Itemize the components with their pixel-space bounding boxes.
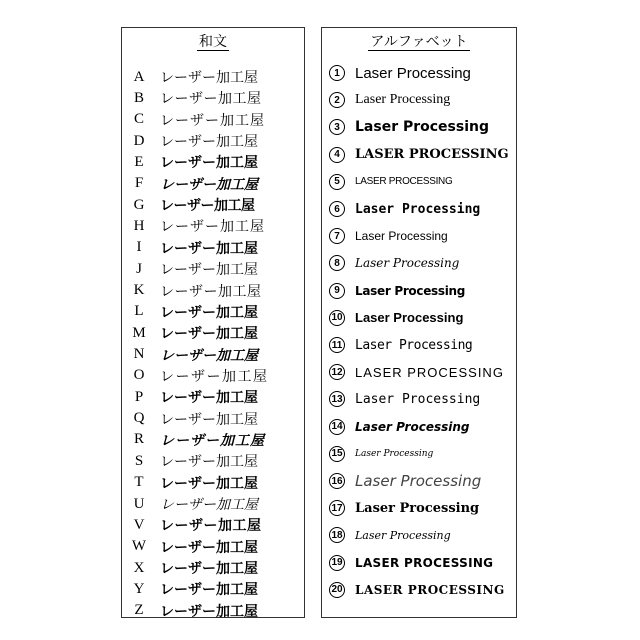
font-row (122, 408, 304, 430)
alphabet-font-panel (321, 27, 517, 618)
font-row (322, 62, 516, 84)
circled-number-badge: 7 (329, 228, 345, 244)
font-row (322, 579, 516, 601)
font-row (122, 109, 304, 131)
circled-number-badge: 8 (329, 255, 345, 271)
font-row (322, 171, 516, 193)
font-sample-text: Laser Processing (355, 283, 466, 298)
font-row (122, 450, 304, 472)
font-letter-label: I (136, 239, 142, 256)
font-sample-text: LASER PROCESSING (355, 364, 504, 380)
circled-number-badge: 14 (329, 419, 345, 435)
font-row (122, 258, 304, 280)
font-row (322, 524, 516, 546)
font-sample-text: レーザー加工屋 (160, 518, 262, 535)
font-letter-label: A (133, 68, 145, 85)
font-sample-text: Laser Processing (355, 391, 481, 407)
font-row (122, 87, 304, 109)
circled-number-badge: 17 (329, 500, 345, 516)
font-row (322, 252, 516, 274)
font-sample-text: レーザー加工屋 (160, 454, 258, 471)
circled-number-badge: 13 (329, 391, 345, 407)
font-sample-text: LASER PROCESSING (355, 176, 453, 188)
font-row (122, 237, 304, 259)
font-sample-text: レーザー加工屋 (160, 70, 258, 86)
font-letter-label: E (134, 153, 144, 170)
font-sample-text: レーザー加工屋 (160, 91, 262, 108)
font-letter-label: U (133, 495, 145, 512)
font-letter-label: J (136, 260, 142, 277)
font-letter-label: M (132, 324, 146, 341)
circled-number-badge: 12 (329, 364, 345, 380)
font-row (322, 552, 516, 574)
circled-number-badge: 15 (329, 446, 345, 462)
font-letter-label: V (133, 516, 145, 533)
font-row (322, 198, 516, 220)
font-sample-text: Laser Processing (355, 201, 481, 217)
font-row (322, 89, 516, 111)
font-letter-label: G (133, 196, 145, 213)
circled-number-badge: 20 (329, 582, 345, 598)
font-letter-label: W (131, 538, 147, 555)
font-sample-text: レーザー加工屋 (160, 368, 269, 385)
font-letter-label: D (133, 132, 145, 149)
font-row (122, 557, 304, 579)
font-sample-text: レーザー加工屋 (160, 432, 265, 449)
font-sample-text: Laser Processing (355, 337, 473, 353)
font-row (122, 344, 304, 366)
font-sample-text: レーザー加工屋 (160, 155, 258, 172)
font-letter-label: K (133, 282, 145, 298)
font-letter-label: O (133, 367, 145, 384)
font-row (322, 116, 516, 138)
font-sample-text: レーザー加工屋 (160, 112, 265, 129)
font-letter-label: N (133, 346, 145, 363)
circled-number-badge: 3 (329, 119, 345, 135)
font-sample-text: Laser Processing (355, 256, 460, 271)
font-sample-text: Laser Processing (355, 448, 434, 459)
font-sample-text: Laser Processing (355, 528, 451, 542)
font-letter-label: B (133, 89, 144, 106)
font-sample-text: レーザー加工屋 (160, 411, 258, 428)
font-row (322, 361, 516, 383)
font-sample-text: LASER PROCESSING (355, 582, 505, 597)
font-row (122, 151, 304, 173)
font-sample-text: Laser Processing (355, 310, 464, 326)
font-row (322, 225, 516, 247)
font-sample-text: Laser Processing (355, 500, 480, 516)
font-letter-label: T (134, 474, 144, 491)
font-row (322, 443, 516, 465)
font-row (322, 280, 516, 302)
font-sample-text: LASER PROCESSING (355, 555, 494, 570)
font-sample-text: レーザー加工屋 (160, 475, 258, 492)
font-letter-label: S (134, 452, 144, 469)
font-row (322, 144, 516, 166)
font-sample-text: レーザー加工屋 (160, 262, 258, 279)
font-row (122, 493, 304, 515)
font-row (122, 194, 304, 216)
font-sample-text: レーザー加工屋 (160, 326, 258, 343)
font-sample-text: レーザー加工屋 (160, 134, 258, 151)
font-row (122, 429, 304, 451)
font-row (322, 307, 516, 329)
font-letter-label: X (133, 559, 145, 576)
circled-number-badge: 9 (329, 283, 345, 299)
font-row (122, 301, 304, 323)
circled-number-badge: 2 (329, 92, 345, 108)
font-letter-label: Q (133, 410, 145, 427)
font-sample-text: レーザー加工屋 (160, 390, 258, 407)
font-row (122, 322, 304, 344)
font-sample-text: Laser Processing (355, 92, 451, 108)
font-row (322, 334, 516, 356)
font-sample-text: Laser Processing (355, 64, 471, 82)
font-sample-text: レーザー加工屋 (160, 603, 258, 620)
font-letter-label: Z (134, 602, 144, 619)
font-sample-text: レーザー加工屋 (160, 283, 262, 300)
font-letter-label: H (133, 217, 145, 234)
font-sample-text: レーザー加工屋 (160, 219, 265, 236)
font-row (322, 416, 516, 438)
font-sample-text: レーザー加工屋 (160, 582, 258, 599)
font-sample-text: レーザー加工屋 (160, 539, 258, 556)
font-row (122, 386, 304, 408)
circled-number-badge: 16 (329, 473, 345, 489)
font-row (122, 472, 304, 494)
font-letter-label: L (134, 303, 144, 320)
font-letter-label: C (133, 111, 144, 128)
circled-number-badge: 19 (329, 555, 345, 571)
circled-number-badge: 11 (329, 337, 345, 353)
font-row (122, 514, 304, 536)
font-row (122, 130, 304, 152)
font-sample-text: レーザー加工屋 (160, 176, 258, 193)
font-row (122, 215, 304, 237)
circled-number-badge: 1 (329, 65, 345, 81)
font-sample-text: レーザー加工屋 (160, 347, 258, 364)
circled-number-badge: 6 (329, 201, 345, 217)
font-row (122, 66, 304, 88)
circled-number-badge: 5 (329, 174, 345, 190)
japanese-font-panel (121, 27, 305, 618)
font-sample-text: レーザー加工屋 (160, 561, 258, 578)
japanese-font-panel-title: 和文 (199, 34, 227, 50)
circled-number-badge: 18 (329, 527, 345, 543)
font-row (122, 280, 304, 302)
font-letter-label: P (134, 388, 144, 405)
alphabet-font-panel-title: アルファベット (370, 34, 468, 50)
font-letter-label: Y (133, 580, 145, 597)
font-row (122, 536, 304, 558)
font-sample-text: Laser Processing (355, 472, 482, 490)
font-sample-text: レーザー加工屋 (160, 198, 255, 215)
font-row (122, 173, 304, 195)
circled-number-badge: 4 (329, 147, 345, 163)
font-sample-text: レーザー加工屋 (160, 497, 258, 513)
font-letter-label: F (134, 175, 144, 192)
circled-number-badge: 10 (329, 310, 345, 326)
font-sample-text: Laser Processing (355, 419, 470, 434)
font-sample-text: レーザー加工屋 (160, 240, 258, 257)
font-row (122, 578, 304, 600)
font-row (322, 388, 516, 410)
font-sample-text: LASER PROCESSING (355, 147, 509, 163)
font-row (322, 470, 516, 492)
font-letter-label: R (133, 431, 144, 448)
font-row (322, 497, 516, 519)
font-sample-text: Laser Processing (355, 119, 490, 136)
font-row (122, 365, 304, 387)
font-row (122, 600, 304, 622)
font-sample-text: レーザー加工屋 (160, 304, 258, 321)
font-sample-text: Laser Processing (355, 229, 448, 244)
